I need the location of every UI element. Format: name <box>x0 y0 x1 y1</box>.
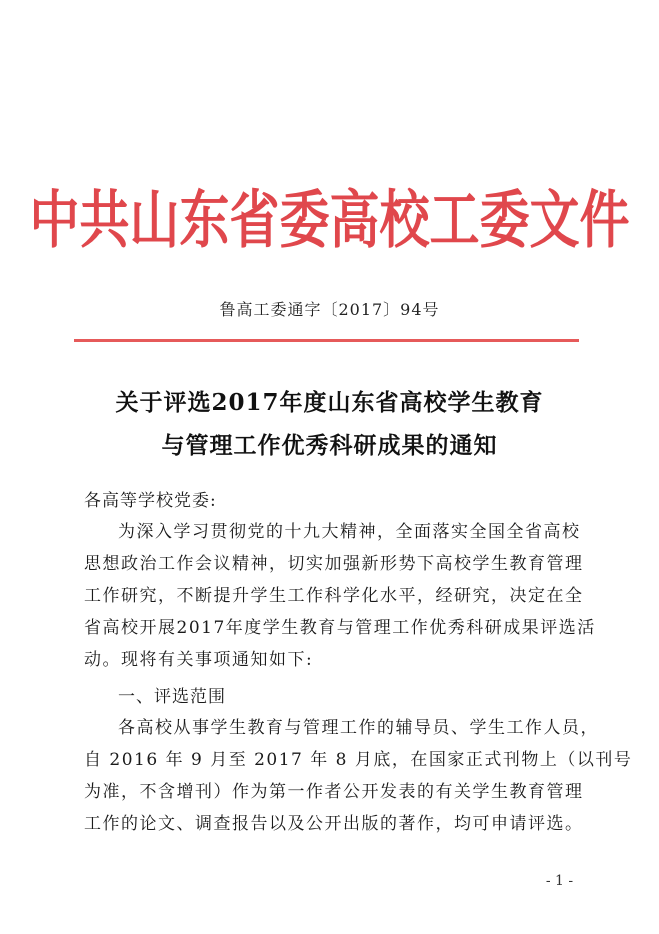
paragraph-2 <box>84 712 633 840</box>
salutation: 各高等学校党委: <box>84 491 217 511</box>
notice-title-line-2: 与管理工作优秀科研成果的通知 <box>161 432 498 459</box>
paragraph-1-line: 为深入学习贯彻党的十九大精神，全面落实全国全省高校 <box>118 522 581 542</box>
section-heading-scope: 一、评选范围 <box>118 687 226 707</box>
paragraph-2-line: 工作的论文、调查报告以及公开出版的著作，均可申请评选。 <box>84 814 584 834</box>
paragraph-1-line: 思想政治工作会议精神，切实加强新形势下高校学生教育管理 <box>84 554 584 574</box>
page-number: - 1 - <box>545 873 574 889</box>
document-number: 鲁高工委通字〔2017〕94号 <box>219 300 440 319</box>
notice-title-line-1: 关于评选2017年度山东省高校学生教育 <box>115 389 544 416</box>
paragraph-1 <box>84 516 596 676</box>
paragraph-2-line: 自 2016 年 9 月至 2017 年 8 月底，在国家正式刊物上（以刊号 <box>84 750 633 770</box>
masthead-title: 中共山东省委高校工委文件 <box>29 182 630 257</box>
paragraph-1-line: 动。现将有关事项通知如下: <box>84 650 314 670</box>
paragraph-1-line: 工作研究，不断提升学生工作科学化水平，经研究，决定在全 <box>84 586 584 606</box>
red-divider-rule <box>74 339 579 342</box>
paragraph-1-line: 省高校开展2017年度学生教育与管理工作优秀科研成果评选活 <box>84 618 596 638</box>
paragraph-2-line: 为准，不含增刊）作为第一作者公开发表的有关学生教育管理 <box>84 782 584 802</box>
paragraph-2-line: 各高校从事学生教育与管理工作的辅导员、学生工作人员， <box>118 718 599 738</box>
